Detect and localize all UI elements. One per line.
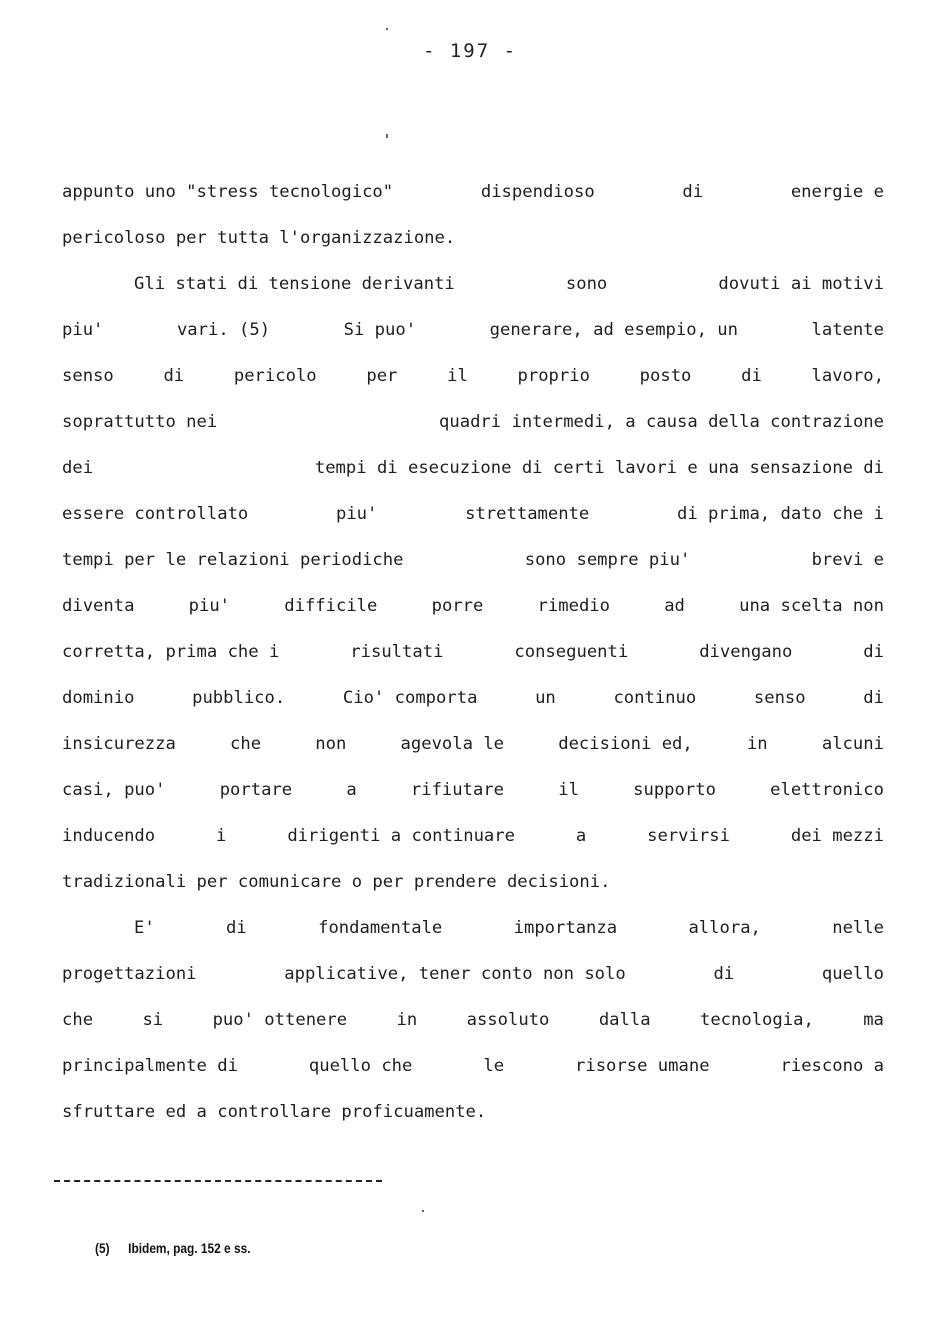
text-segment: piu' <box>335 504 378 524</box>
text-segment: ad <box>664 596 685 616</box>
text-segment: diventa <box>62 596 135 616</box>
text-segment: dirigenti a continuare <box>287 826 515 846</box>
text-segment: servirsi <box>647 826 730 846</box>
text-segment: importanza <box>513 918 618 938</box>
text-segment: il <box>558 780 579 800</box>
text-segment: Cio' comporta <box>342 688 478 708</box>
text-segment: allora, <box>688 918 761 938</box>
text-segment: conseguenti <box>514 642 629 662</box>
text-segment: divengano <box>699 642 793 662</box>
text-segment: elettronico <box>770 780 884 800</box>
body-text <box>62 172 884 1138</box>
text-segment: energie e <box>790 182 884 202</box>
text-segment: il <box>447 366 468 386</box>
text-segment: pericoloso per tutta l'organizzazione. <box>62 228 456 248</box>
text-segment: appunto uno "stress tecnologico" <box>62 182 394 202</box>
text-segment: quello <box>821 964 884 984</box>
text-segment: di <box>863 642 884 662</box>
text-segment: non <box>315 734 347 754</box>
text-segment: di <box>863 688 884 708</box>
footnote <box>95 1240 251 1256</box>
text-line <box>62 678 884 724</box>
text-line <box>62 632 884 678</box>
text-segment: rimedio <box>537 596 610 616</box>
text-line <box>62 172 884 218</box>
text-segment: sono <box>565 274 608 294</box>
text-segment: applicative, tener conto non solo <box>284 964 626 984</box>
text-segment: piu' <box>188 596 231 616</box>
text-segment: generare, ad esempio, un <box>489 320 738 340</box>
text-line <box>62 908 884 954</box>
text-segment: strettamente <box>465 504 590 524</box>
text-segment: una scelta non <box>739 596 884 616</box>
text-segment: Gli stati di tensione derivanti <box>134 274 455 294</box>
text-segment: risorse umane <box>575 1056 710 1076</box>
scan-speck <box>386 28 388 30</box>
text-segment: soprattutto nei <box>62 412 218 432</box>
text-segment: puo' ottenere <box>212 1010 348 1030</box>
text-segment: un <box>535 688 556 708</box>
text-segment: di <box>163 366 185 386</box>
text-segment: portare <box>219 780 293 800</box>
text-segment: proprio <box>517 366 590 386</box>
text-segment: lavoro, <box>811 366 884 386</box>
text-line <box>62 402 884 448</box>
text-segment: dominio <box>62 688 135 708</box>
text-segment: dalla <box>598 1010 651 1030</box>
text-segment: corretta, prima che i <box>62 642 280 662</box>
text-segment: E' <box>134 918 155 938</box>
text-segment: per <box>366 366 398 386</box>
text-segment: a <box>346 780 357 800</box>
text-segment: in <box>746 734 768 754</box>
text-segment: vari. (5) <box>176 320 271 340</box>
text-segment: di <box>226 918 247 938</box>
text-segment: brevi e <box>811 550 884 570</box>
text-segment: insicurezza <box>62 734 176 754</box>
text-segment: sfruttare ed a controllare proficuamente. <box>62 1102 487 1122</box>
text-segment: ma <box>863 1010 884 1030</box>
text-segment: tempi di esecuzione di certi lavori e una sensazione di <box>314 458 884 478</box>
footnote-separator <box>54 1180 382 1182</box>
text-line <box>62 356 884 402</box>
text-segment: di prima, dato che i <box>677 504 884 524</box>
text-line <box>62 724 884 770</box>
text-segment: le <box>483 1056 505 1076</box>
text-line <box>62 448 884 494</box>
text-segment: a <box>575 826 587 846</box>
text-segment: dei <box>62 458 94 478</box>
text-line <box>62 540 884 586</box>
text-line <box>62 310 884 356</box>
text-segment: di <box>682 182 704 202</box>
text-line <box>62 494 884 540</box>
text-line <box>62 1092 884 1138</box>
text-segment: che <box>62 1010 94 1030</box>
text-segment: assoluto <box>466 1010 550 1030</box>
text-segment: Si puo' <box>343 320 417 340</box>
scan-speck <box>422 1210 424 1212</box>
text-line <box>62 862 884 908</box>
text-segment: porre <box>431 596 484 616</box>
page-number: - 197 - <box>422 40 518 62</box>
text-segment: i <box>216 826 227 846</box>
text-segment: che <box>230 734 262 754</box>
text-segment: alcuni <box>821 734 884 754</box>
text-segment: fondamentale <box>318 918 443 938</box>
text-segment: dei mezzi <box>790 826 884 846</box>
text-segment: latente <box>811 320 884 340</box>
text-segment: senso <box>753 688 806 708</box>
footnote-mark: (5) <box>95 1240 110 1256</box>
text-segment: continuo <box>613 688 697 708</box>
text-segment: risultati <box>350 642 444 662</box>
text-segment: posto <box>639 366 692 386</box>
text-segment: senso <box>62 366 114 386</box>
text-segment: in <box>396 1010 418 1030</box>
text-segment: tradizionali per comunicare o per prendere decisioni. <box>62 872 611 892</box>
text-segment: riescono a <box>780 1056 884 1076</box>
text-line <box>62 1046 884 1092</box>
text-segment: casi, puo' <box>62 780 166 800</box>
footnote-text: Ibidem, pag. 152 e ss. <box>128 1240 251 1256</box>
text-segment: agevola le <box>400 734 505 754</box>
text-segment: quadri intermedi, a causa della contrazione <box>439 412 884 432</box>
text-segment: essere controllato <box>62 504 249 524</box>
text-line <box>62 770 884 816</box>
text-segment: di <box>741 366 762 386</box>
text-segment: difficile <box>284 596 378 616</box>
text-line <box>62 816 884 862</box>
text-segment: dispendioso <box>480 182 595 202</box>
text-line <box>62 218 884 264</box>
text-segment: principalmente di <box>62 1056 238 1076</box>
text-segment: tempi per le relazioni periodiche <box>62 550 404 570</box>
text-segment: pubblico. <box>192 688 286 708</box>
text-segment: supporto <box>633 780 716 800</box>
text-segment: piu' <box>62 320 104 340</box>
text-segment: tecnologia, <box>699 1010 814 1030</box>
text-segment: sono sempre piu' <box>524 550 691 570</box>
text-segment: quello che <box>308 1056 413 1076</box>
text-segment: decisioni ed, <box>558 734 693 754</box>
text-segment: nelle <box>832 918 884 938</box>
scan-speck <box>386 134 388 138</box>
text-segment: inducendo <box>62 826 156 846</box>
text-segment: di <box>713 964 735 984</box>
text-line <box>62 264 884 310</box>
text-line <box>62 1000 884 1046</box>
text-segment: progettazioni <box>62 964 197 984</box>
text-line <box>62 586 884 632</box>
text-segment: dovuti ai motivi <box>718 274 884 294</box>
text-segment: pericolo <box>233 366 317 386</box>
text-line <box>62 954 884 1000</box>
text-segment: rifiutare <box>410 780 505 800</box>
text-segment: si <box>142 1010 164 1030</box>
